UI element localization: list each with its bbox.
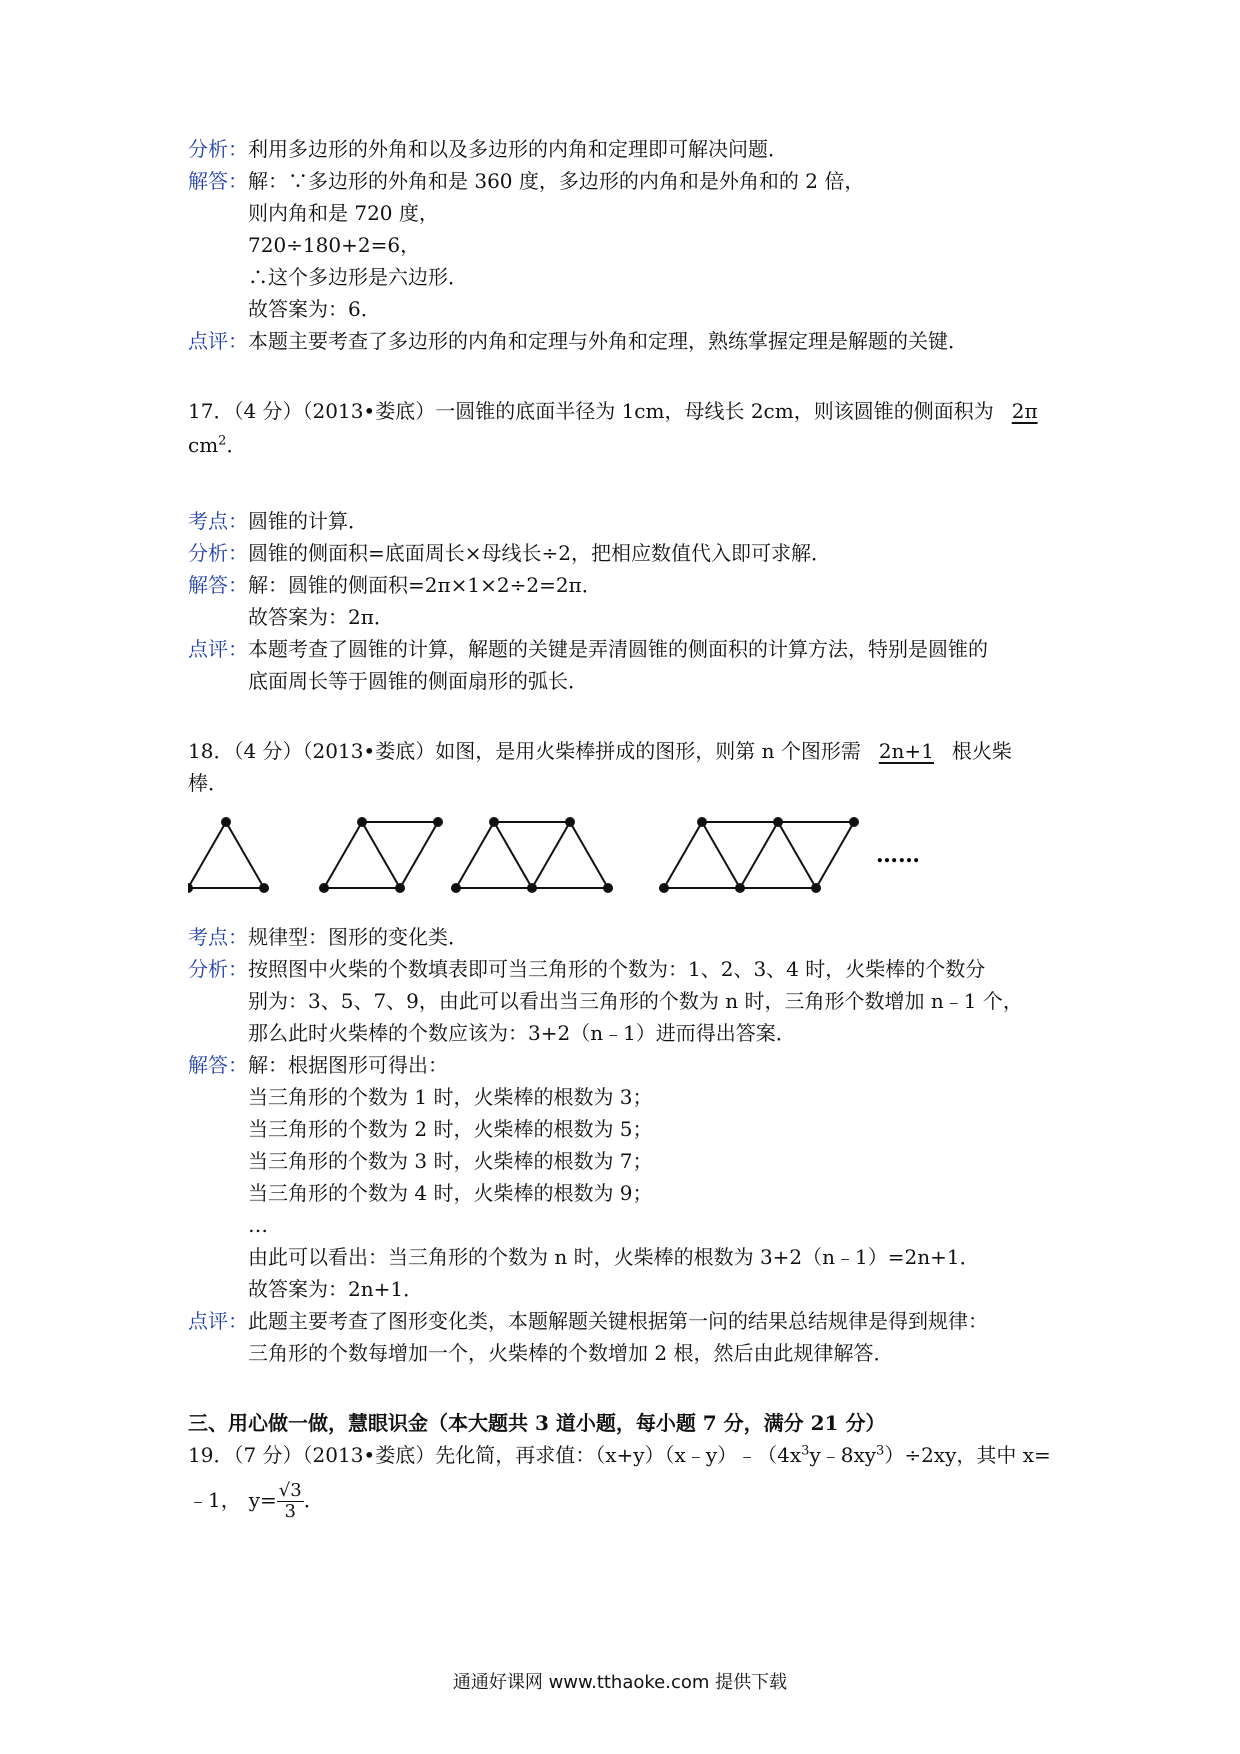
q19-stem: 19．（7 分）（2013•娄底）先化简，再求值：$(x+y)(x﹣y)﹣(4x^3y﹣8xy^3)\div 2xy$，其中 x= <box>188 1443 1051 1467</box>
matchstick-pattern-3 <box>456 822 608 888</box>
q18-answer-line: 由此可以看出：当三角形的个数为 n 时，火柴棒的根数为 3+2（n﹣1）=2n+1． <box>248 1245 980 1269</box>
point-tag: 考点： <box>188 925 248 949</box>
q18-answer: 解答：解：根据图形可得出： <box>188 1053 448 1077</box>
q18-point: 考点：规律型：图形的变化类． <box>188 925 468 949</box>
q16-answer-line: 则内角和是 720 度， <box>248 201 439 225</box>
fraction: $\frac{√3}{3}$ <box>278 1480 302 1522</box>
q18-answer-line: 当三角形的个数为 1 时，火柴棒的根数为 3； <box>248 1085 653 1109</box>
q18-answer-line: 故答案为：2n+1． <box>248 1277 424 1301</box>
q17-comment: 点评：本题考查了圆锥的计算，解题的关键是弄清圆锥的侧面积的计算方法，特别是圆锥的 <box>188 637 988 661</box>
q18-comment: 点评：此题主要考查了图形变化类，本题解题关键根据第一问的结果总结规律是得到规律： <box>188 1309 988 1333</box>
q19-stem-line2: ﹣1， y= $\frac{√3}{3}$ ． <box>188 1480 324 1522</box>
q16-analysis: 分析：利用多边形的外角和以及多边形的内角和定理即可解决问题． <box>188 137 788 161</box>
q18-analysis-line: 别为：3、5、7、9，由此可以看出当三角形的个数为 n 时，三角形个数增加 n﹣1 个， <box>248 989 1023 1013</box>
q18-comment-line: 三角形的个数每增加一个，火柴棒的个数增加 2 根，然后由此规律解答． <box>248 1341 894 1365</box>
q17-stem: 17．（4 分）（2013•娄底）一圆锥的底面半径为 1cm，母线长 2cm，则该圆锥的侧面积为 2π <box>188 396 1056 426</box>
comment-tag: 点评： <box>188 329 248 353</box>
q16-answer-line: 720÷180+2=6， <box>248 233 421 257</box>
point-tag: 考点： <box>188 509 248 533</box>
q17-answer: 解答：解：圆锥的侧面积=2π×1×2÷2=2π． <box>188 573 602 597</box>
q18-answer-line: 当三角形的个数为 3 时，火柴棒的根数为 7； <box>248 1149 653 1173</box>
comment-tag: 点评： <box>188 1309 248 1333</box>
q18-stem-end: 棒． <box>188 771 228 795</box>
answer-tag: 解答： <box>188 1053 248 1077</box>
ellipsis: …… <box>876 842 920 868</box>
q17-unit: $cm^2$． <box>188 433 247 457</box>
matchstick-figure <box>188 808 928 898</box>
q17-comment-line: 底面周长等于圆锥的侧面扇形的弧长． <box>248 669 588 693</box>
analysis-tag: 分析： <box>188 957 248 981</box>
q18-analysis-line: 那么此时火柴棒的个数应该为：3+2（n﹣1）进而得出答案． <box>248 1021 796 1045</box>
q18-analysis: 分析：按照图中火柴的个数填表即可当三角形的个数为：1、2、3、4 时，火柴棒的个数分 <box>188 957 986 981</box>
matchstick-pattern-1 <box>188 822 264 888</box>
q18-answer-line: 当三角形的个数为 2 时，火柴棒的根数为 5； <box>248 1117 653 1141</box>
section-heading: 三、用心做一做，慧眼识金（本大题共 3 道小题，每小题 7 分，满分 21 分） <box>188 1411 886 1435</box>
matchstick-pattern-2 <box>324 822 438 888</box>
q16-comment: 点评：本题主要考查了多边形的内角和定理与外角和定理，熟练掌握定理是解题的关键． <box>188 329 968 353</box>
q17-point: 考点：圆锥的计算． <box>188 509 368 533</box>
comment-tag: 点评： <box>188 637 248 661</box>
matchstick-pattern-4 <box>664 822 854 888</box>
q18-answer-line: 当三角形的个数为 4 时，火柴棒的根数为 9； <box>248 1181 653 1205</box>
q16-answer: 解答：解：∵多边形的外角和是 360 度，多边形的内角和是外角和的 2 倍， <box>188 169 865 193</box>
answer-blank: 2n+1 <box>878 739 934 763</box>
answer-tag: 解答： <box>188 573 248 597</box>
answer-tag: 解答： <box>188 169 248 193</box>
q18-answer-line: … <box>248 1213 268 1237</box>
q18-stem: 18．（4 分）（2013•娄底）如图，是用火柴棒拼成的图形，则第 n 个图形需 2n+1 根火柴 <box>188 739 1012 763</box>
answer-blank: 2π <box>1011 399 1038 423</box>
page-footer: 通通好课网 www.tthaoke.com 提供下载 <box>452 1672 788 1693</box>
analysis-tag: 分析： <box>188 541 248 565</box>
q17-analysis: 分析：圆锥的侧面积=底面周长×母线长÷2，把相应数值代入即可求解． <box>188 541 831 565</box>
analysis-tag: 分析： <box>188 137 248 161</box>
q16-answer-line: ∴这个多边形是六边形． <box>248 265 468 289</box>
q17-answer-line: 故答案为：2π． <box>248 605 394 629</box>
q16-answer-line: 故答案为：6． <box>248 297 381 321</box>
